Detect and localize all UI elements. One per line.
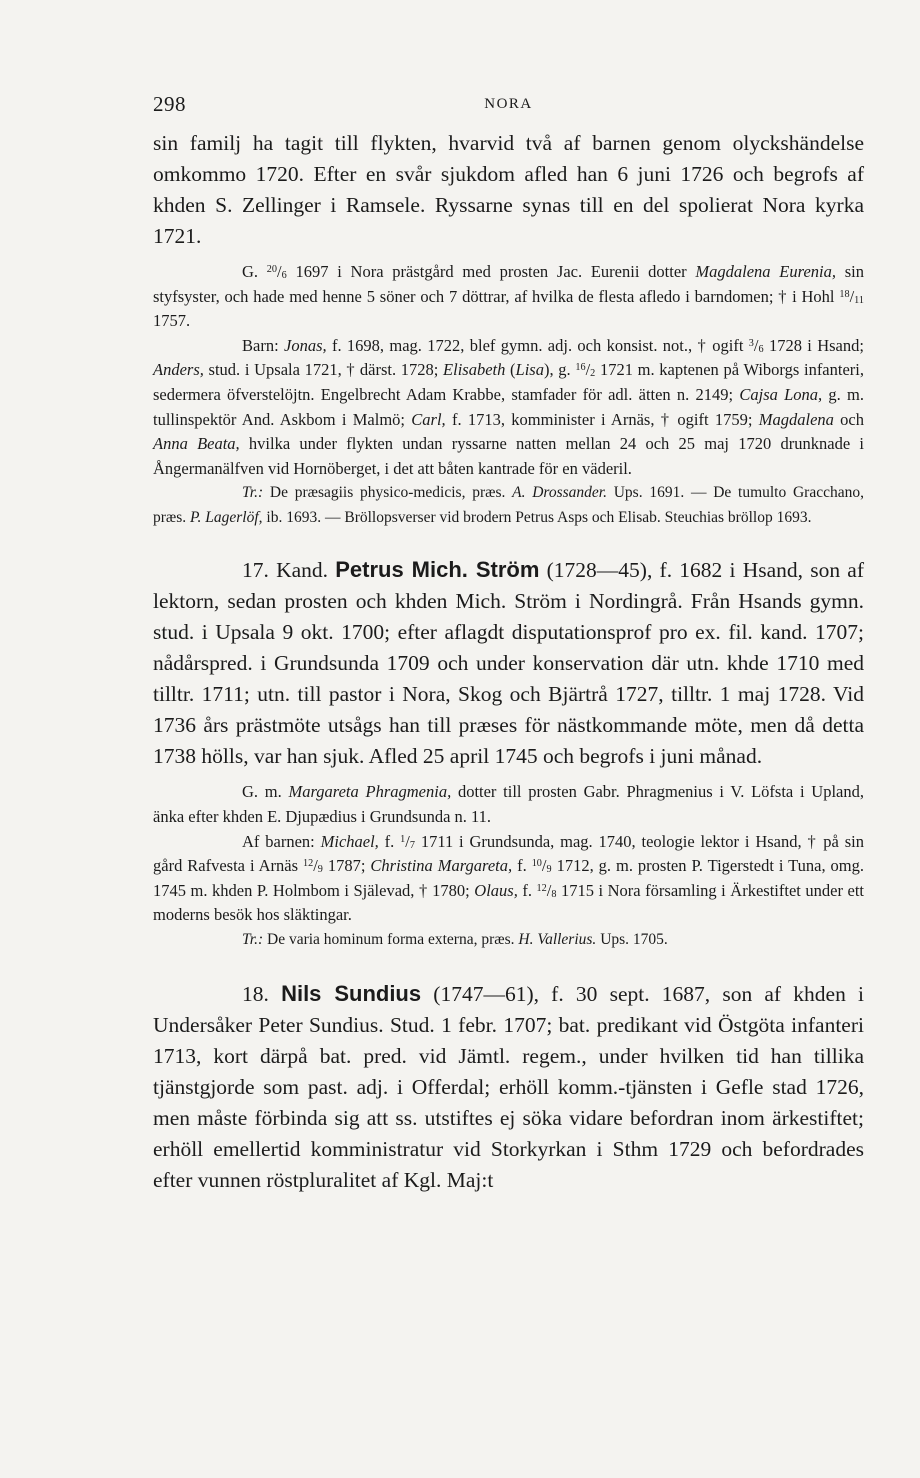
page-number: 298 bbox=[153, 92, 186, 116]
text-body bbox=[153, 128, 864, 1196]
children-note-1: Barn: Jonas, f. 1698, mag. 1722, blef gymn. adj. och konsist. not., † ogift $^3/_6$ 1728 i Hsand; Anders, stud. i Upsala 1721, † därst. 1728; Elisabeth (Lisa), g. $^{16}/_2$ 1721 m. kaptenen på Wiborgs infanteri, sedermera öfverstelöjtn. Engelbrecht Adam Krabbe, stamfader för adl. ätten n. 2149; Cajsa Lona, g. m. tullinspektör And. Askbom i Malmö; Carl, f. 1713, komminister i Arnäs, † ogift 1759; Magdalena och Anna Beata, hvilka under flykten undan ryssarne natten mellan 24 och 25 maj 1720 drunknade i Ångermanälfven vid Hornöberget, i det att båten kantrade för en väderil. bbox=[153, 335, 865, 478]
writings-note-1: Tr.: De præsagiis physico-medicis, præs. A. Drossander. Ups. 1691. — De tumulto Gracchano, præs. P. Lagerlöf, ib. 1693. — Bröllopsverser vid brodern Petrus Asps och Elisab. Steuchias bröllop 1693. bbox=[153, 484, 864, 526]
children-note-2: Af barnen: Michael, f. $^1/_7$ 1711 i Grundsunda, mag. 1740, teologie lektor i Hsand, † på sin gård Rafvesta i Arnäs $^{12}/_9$ 1787; Christina Margareta, f. $^{10}/_9$ 1712, g. m. prosten P. Tigerstedt i Tuna, omg. 1745 m. khden P. Holmbom i Själevad, † 1780; Olaus, f. $^{12}/_8$ 1715 i Nora församling i Ärkestiftet under ett moderns besök hos släktingar. bbox=[153, 831, 864, 925]
running-header bbox=[153, 92, 864, 122]
entry-17-name: Petrus Mich. Ström bbox=[335, 557, 540, 583]
entry-18: 18. Nils Sundius (1747—61), f. 30 sept. 1687, son af khden i Undersåker Peter Sundius. Stud. 1 febr. 1707; bat. predikant vid Östgöta infanteri 1713, kort därpå bat. pred. vid Jämtl. regem., under hvilken tid han tillika tjänstgjorde som past. adj. i Offerdal; erhöll komm.-tjänsten i Gefle stad 1726, men måste förbinda sig att ss. utstiftes ej söka vidare befordran inom ärkestiftet; erhöll emellertid komministratur vid Storkyrkan i Sthm 1729 och befordrades efter vunnen röstpluralitet af Kgl. Maj:t bbox=[153, 981, 864, 1193]
running-head-title: NORA bbox=[484, 96, 533, 112]
marriage-note-1: G. $^{20}/_6$ 1697 i Nora prästgård med prosten Jac. Eurenii dotter Magdalena Eurenia, sin styfsyster, och hade med henne 5 söner och 7 döttrar, af hvilka de flesta afledo i barndomen; † i Hohl $^{18}/_{11}$ 1757. bbox=[153, 262, 864, 331]
entry-17: 17. Kand. Petrus Mich. Ström (1728—45), f. 1682 i Hsand, son af lektorn, sedan prosten och khden Mich. Ström i Nordingrå. Från Hsands gymn. stud. i Upsala 9 okt. 1700; efter aflagdt disputationsprof pro ex. fil. kand. 1707; nådårspred. i Grundsunda 1709 och under konservation där utn. khde 1710 med tilltr. 1711; utn. till pastor i Nora, Skog och Bjärtrå 1727, tilltr. 1 maj 1728. Vid 1736 års prästmöte utsågs han till præses för nästkommande möte, men då detta 1738 hölls, var han sjuk. Afled 25 april 1745 och begrofs i juni månad. bbox=[153, 557, 864, 769]
marriage-note-2: G. m. Margareta Phragmenia, dotter till prosten Gabr. Phragmenius i V. Löfsta i Upland, änka efter khden E. Djupædius i Grundsunda n. 11. bbox=[153, 782, 865, 826]
entry-18-name: Nils Sundius bbox=[281, 981, 422, 1007]
paragraph-continuation: sin familj ha tagit till flykten, hvarvid två af barnen genom olyckshändelse omkommo 1720. Efter en svår sjukdom afled han 6 juni 1726 och begrofs af khden S. Zellinger i Ramsele. Ryssarne synas till en del spolierat Nora kyrka 1721. bbox=[153, 131, 864, 248]
writings-note-2: Tr.: De varia hominum forma externa, præs. H. Vallerius. Ups. 1705. bbox=[242, 930, 668, 948]
